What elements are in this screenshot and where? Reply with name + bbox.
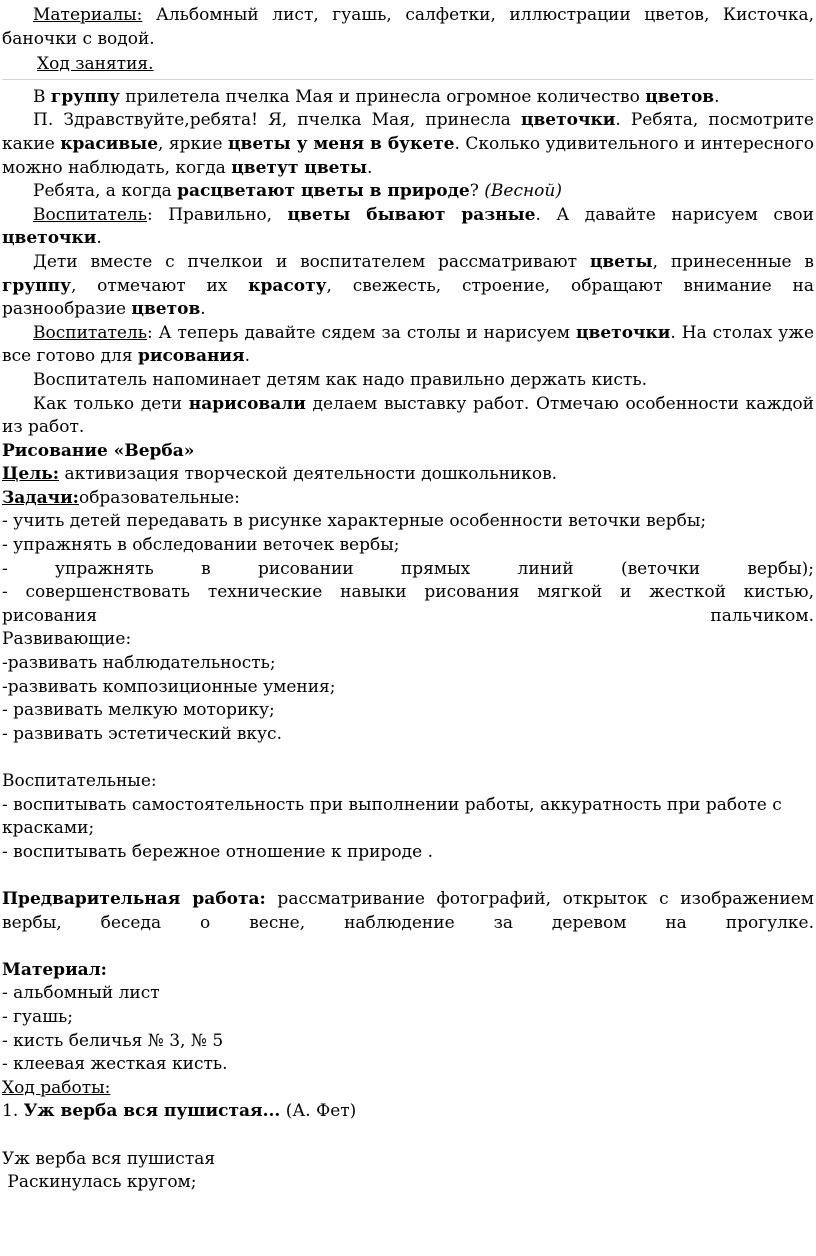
text-run: делаем выставку работ. Отмечаю особенности каждой из работ. <box>2 393 815 438</box>
bold-run: цветочки <box>2 228 97 249</box>
upbringing-label: Воспитательные: <box>2 771 157 791</box>
text-run: , принесенные в <box>652 251 814 272</box>
preliminary-paragraph <box>2 888 814 935</box>
developing-item: - развивать эстетический вкус. <box>2 723 282 744</box>
intro-paragraph-5 <box>2 251 814 322</box>
text-run: . <box>367 157 373 178</box>
developing-item: -развивать наблюдательность; <box>2 653 276 674</box>
text-run: ? <box>469 181 485 202</box>
text-run: . <box>200 299 206 320</box>
text-run: П. Здравствуйте,ребята! Я, пчелка Мая, принесла <box>33 110 521 131</box>
text-run: . На столах уже все готово для <box>2 322 815 367</box>
tasks-text: образовательные: <box>78 487 240 508</box>
upbringing-item: - воспитывать бережное отношение к природе . <box>2 841 433 862</box>
materials-text: Альбомный лист, гуашь, салфетки, иллюстрации цветов, Кисточка, баночки с водой. <box>2 5 814 49</box>
bold-run: расцветают цветы в природе <box>177 181 470 202</box>
drawing-title: Рисование «Верба» <box>2 440 195 461</box>
intro-paragraph-3 <box>2 180 814 204</box>
text-run: , яркие <box>158 133 228 154</box>
poem-heading <box>2 1100 814 1124</box>
underlined-run: Воспитатель <box>33 322 147 343</box>
material-item: - гуашь; <box>2 1006 73 1027</box>
goal-paragraph <box>2 463 814 487</box>
bold-run: нарисовали <box>188 393 306 414</box>
material-label-wrap <box>2 959 814 983</box>
intro-paragraph-2 <box>2 109 814 180</box>
text-run: : А теперь давайте сядем за столы и нарисуем <box>146 322 576 343</box>
text-run: . <box>96 228 102 249</box>
blank-line <box>2 935 814 959</box>
educational-item: - совершенствовать технические навыки рисования мягкой и жесткой кистью, рисования пальчиком. <box>2 582 814 626</box>
bold-run: цветочки <box>576 322 671 343</box>
material-item: - клеевая жесткая кисть. <box>2 1054 228 1075</box>
lesson-heading-wrap <box>2 53 814 80</box>
bold-run: красоту <box>248 275 327 296</box>
developing-item: -развивать композиционные умения; <box>2 676 336 697</box>
bold-run: цветы <box>589 251 653 272</box>
bold-run: цветов <box>645 86 715 107</box>
text-run: : Правильно, <box>146 204 288 225</box>
work-progress-label: Ход работы: <box>2 1077 111 1098</box>
text-run: . Сколько удивительного и интересного можно наблюдать, когда <box>2 133 814 178</box>
text-run: , свежесть, строение, обращают внимание на разнообразие <box>2 275 814 320</box>
lesson-heading: Ход занятия. <box>37 54 154 75</box>
material-label: Материал: <box>2 959 107 980</box>
goal-label: Цель: <box>2 464 60 485</box>
materials-paragraph <box>2 4 814 51</box>
text-run: Ребята, а когда <box>33 181 178 202</box>
text-run: , отмечают их <box>70 275 249 296</box>
poem-title: Уж верба вся пушистая... <box>23 1101 281 1122</box>
educational-item: - упражнять в обследовании веточек вербы; <box>2 535 400 556</box>
bold-run: цветы бывают разные <box>287 204 536 225</box>
bold-run: цветут цветы <box>231 157 368 178</box>
developing-label: Развивающие: <box>2 629 132 650</box>
text-run: . <box>714 86 720 107</box>
preliminary-text: рассматривание фотографий, открыток с изображением вербы, беседа о весне, наблюдение за деревом на прогулке. <box>2 888 814 933</box>
developing-item: - развивать мелкую моторику; <box>2 700 275 721</box>
bold-run: цветочки <box>520 110 616 131</box>
blank-line <box>2 864 814 888</box>
blank-line <box>2 746 814 770</box>
tasks-label: Задачи: <box>2 487 79 508</box>
educational-item: - упражнять в рисовании прямых линий (веточки вербы); <box>2 558 814 579</box>
intro-paragraph-6 <box>2 322 814 369</box>
drawing-title-wrap <box>2 440 814 464</box>
bold-run: красивые <box>60 133 159 154</box>
underlined-run: Воспитатель <box>33 204 147 225</box>
tasks-paragraph <box>2 487 814 511</box>
poem-number: 1. <box>2 1101 24 1122</box>
material-item: - альбомный лист <box>2 983 160 1004</box>
bold-run: цветов <box>131 299 201 320</box>
materials-label: Материалы: <box>33 5 143 25</box>
text-run: . <box>244 346 250 367</box>
bold-run: группу <box>2 275 71 296</box>
poem-line: Раскинулась кругом; <box>2 1172 197 1193</box>
material-item: - кисть беличья № 3, № 5 <box>2 1030 224 1051</box>
preliminary-label: Предварительная работа: <box>2 888 266 909</box>
goal-text: активизация творческой деятельности дошкольников. <box>59 464 558 485</box>
text-run: прилетела пчелка Мая и принесла огромное количество <box>119 86 646 107</box>
italic-run: (Весной) <box>484 181 562 202</box>
upbringing-item: - воспитывать самостоятельность при выполнении работы, аккуратность при работе с красками; <box>2 794 782 839</box>
bold-run: рисования <box>137 346 245 367</box>
bold-run: цветы у меня в букете <box>227 133 455 154</box>
intro-paragraph-7: Воспитатель напоминает детям как надо правильно держать кисть. <box>33 369 648 390</box>
text-run: . Ребята, посмотрите какие <box>2 110 814 154</box>
educational-item: - учить детей передавать в рисунке характерные особенности веточки вербы; <box>2 511 707 532</box>
intro-paragraph-4 <box>2 204 814 251</box>
intro-paragraph-8 <box>2 393 814 440</box>
poem-author: (А. Фет) <box>280 1101 357 1122</box>
intro-paragraph-1 <box>2 86 814 110</box>
poem-line: Уж верба вся пушистая <box>2 1148 216 1169</box>
text-run: В <box>33 86 51 107</box>
text-run: . А давайте нарисуем свои <box>535 204 814 225</box>
text-run: Как только дети <box>33 393 189 414</box>
work-progress-label-wrap <box>2 1077 814 1101</box>
text-run: Дети вместе с пчелкои и воспитателем рассматривают <box>33 251 590 272</box>
bold-run: группу <box>50 86 120 107</box>
blank-line <box>2 1124 814 1148</box>
